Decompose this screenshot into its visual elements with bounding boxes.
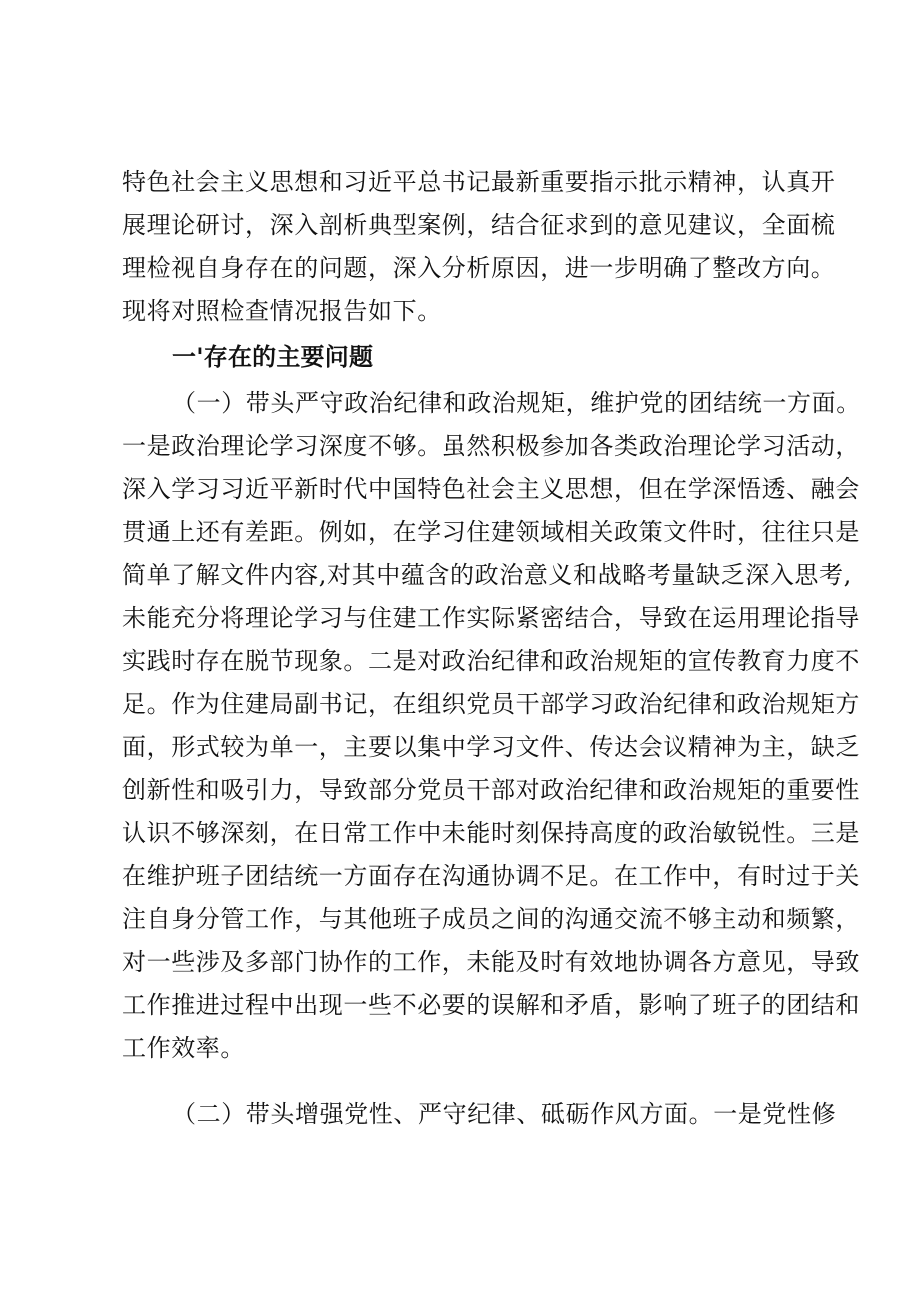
body-line-10: 创新性和吸引力，导致部分党员干部对政治纪律和政治规矩的重要性 xyxy=(122,776,860,804)
section-heading: 一'存在的主要问题 xyxy=(172,343,374,371)
body-line-4: 贯通上还有差距。例如，在学习住建领域相关政策文件时，往往只是 xyxy=(122,518,860,546)
subsection-one-title: （一）带头严守政治纪律和政治规矩，维护党的团结统一方面。 xyxy=(172,389,861,417)
subsection-two-title: （二）带头增强党性、严守纪律、砥砺作风方面。一是党性修 xyxy=(172,1100,837,1128)
body-line-13: 注自身分管工作，与其他班子成员之间的沟通交流不够主动和频繁， xyxy=(122,905,860,933)
body-line-9: 面，形式较为单一，主要以集中学习文件、传达会议精神为主，缺乏 xyxy=(122,733,860,761)
intro-line-2: 展理论研讨，深入剖析典型案例，结合征求到的意见建议，全面梳 xyxy=(122,211,836,239)
body-line-11: 认识不够深刻，在日常工作中未能时刻保持高度的政治敏锐性。三是 xyxy=(122,819,860,847)
body-line-12: 在维护班子团结统一方面存在沟通协调不足。在工作中，有时过于关 xyxy=(122,862,860,890)
body-line-2: 一是政治理论学习深度不够。虽然积极参加各类政治理论学习活动， xyxy=(122,432,860,460)
intro-line-1: 特色社会主义思想和习近平总书记最新重要指示批示精神，认真开 xyxy=(122,168,836,196)
intro-line-3: 理检视自身存在的问题，深入分析原因，进一步明确了整改方向。 xyxy=(122,254,836,282)
body-line-16: 工作效率。 xyxy=(122,1034,245,1062)
body-line-15: 工作推进过程中出现一些不必要的误解和矛盾，影响了班子的团结和 xyxy=(122,991,860,1019)
body-line-14: 对一些涉及多部门协作的工作，未能及时有效地协调各方意见，导致 xyxy=(122,948,860,976)
body-line-5: 简单了解文件内容,对其中蕴含的政治意义和战略考量缺乏深入思考, xyxy=(122,561,852,589)
body-line-3: 深入学习习近平新时代中国特色社会主义思想，但在学深悟透、融会 xyxy=(122,475,860,503)
body-line-7: 实践时存在脱节现象。二是对政治纪律和政治规矩的宣传教育力度不 xyxy=(122,647,860,675)
body-line-6: 未能充分将理论学习与住建工作实际紧密结合，导致在运用理论指导 xyxy=(122,604,860,632)
body-line-8: 足。作为住建局副书记，在组织党员干部学习政治纪律和政治规矩方 xyxy=(122,690,860,718)
intro-line-4: 现将对照检查情况报告如下。 xyxy=(122,297,442,325)
